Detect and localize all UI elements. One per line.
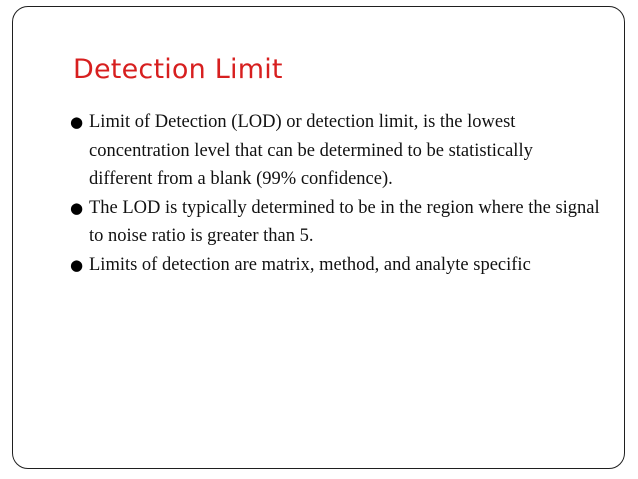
bullet-item xyxy=(70,194,600,251)
bullet-text: Limits of detection are matrix, method, and analyte specific xyxy=(89,254,531,275)
slide-title: Detection Limit xyxy=(73,54,283,85)
bullet-list xyxy=(70,108,600,279)
bullet-text: Limit of Detection (LOD) or detection limit, is the lowest concentration level that can be determined to be statistically different from a blank (99% confidence). xyxy=(89,112,533,189)
bullet-text: The LOD is typically determined to be in the region where the signal to noise ratio is greater than 5. xyxy=(89,197,600,246)
bullet-dot-icon: ● xyxy=(70,113,84,131)
bullet-item xyxy=(70,251,600,280)
bullet-item xyxy=(70,108,600,194)
bullet-dot-icon: ● xyxy=(70,198,84,217)
bullet-dot-icon: ● xyxy=(70,255,84,274)
